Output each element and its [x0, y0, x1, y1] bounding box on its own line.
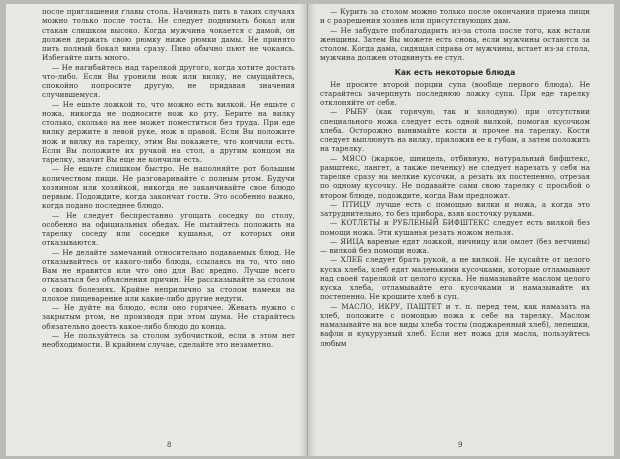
page-gutter-shadow [308, 4, 316, 456]
paragraph: — ЯИЦА вареные едят ложкой, яичницу или омлет (без ветчины) — вилкой без помощи ножа. [320, 236, 590, 255]
paragraph: — Не забудьте поблагодарить из-за стола после того, как встали женщины. Затем Вы можете есть снова, если мужчины остаются за столом. Когда дама, сидящая справа от мужчины, встает из-за стола, мужчина должен отодвинуть ее стул. [320, 25, 590, 63]
page-number: 8 [167, 441, 172, 449]
paragraph: — Не пользуйтесь за столом зубочисткой, если в этом нет необходимости. В крайнем случае, сделайте это незаметно. [42, 330, 295, 349]
paragraph: после приглашения главы стола. Начинать пить в таких случаях можно только после тоста. Не следует поднимать бокал или стакан слишком высоко. Когда мужчина чокается с дамой, он должен держать свою рюмку ниже рюмки дамы. Не принято пить полный бокал вина сразу. Пиво обычно пьют не чокаясь. Избегайте пить много. [42, 7, 295, 63]
paragraph: — Не нагибайтесь над тарелкой другого, когда хотите достать что-либо. Если Вы уронили нож или вилку, не смущайтесь, спокойно попросите другую, не придавая значения случившемуся. [42, 62, 295, 100]
paragraph: — Не следует беспрестанно угощать соседку по столу, особенно на официальных обедах. Не пытайтесь положить на тарелку соседу или соседке кушанья, от которых они отказываются. [42, 210, 295, 248]
right-page-text [320, 7, 590, 348]
section-heading: Как есть некоторые блюда [394, 67, 516, 77]
paragraph: — МАСЛО, ИКРУ, ПАШТЕТ и т. п. перед тем, как намазать на хлеб, положите с помощью ножа к себе на тарелку. Маслом намазывайте на все виды хлеба тосты (поджаренный хлеб), лепешки, вафли и кукурузный хлеб. Если нет ножа для масла, пользуйтесь любым [320, 301, 590, 348]
page-gutter-shadow [299, 4, 307, 456]
left-page [6, 4, 308, 456]
paragraph: Не просите второй порции супа (вообще первого блюда). Не старайтесь зачерпнуть последнюю ложку супа. При еде тарелку отклоняйте от себя. [320, 79, 590, 107]
page-number: 9 [458, 441, 463, 449]
paragraph: — Не ешьте ложкой то, что можно есть вилкой. Не ешьте с ножа, никогда не подносите нож ко рту. Берите на вилку столько, сколько на нее может поместиться без труда. При еде вилку держите в левой руке, нож в правой. Если Вы положите нож и вилку на тарелку, этим Вы покажете, что кончили есть. Если Вы положите их ручкой на стол, а другим концом на тарелку, значит Вы еще не кончили есть. [42, 99, 295, 164]
paragraph: — ХЛЕБ следует брать рукой, а не вилкой. Не кусайте от целого куска хлеба, хлеб едят маленькими кусочками, которые отламывают над своей тарелкой от целого куска. Не намазывайте маслом целого куска хлеба, отламывайте его кусочками и намазывайте их постепенно. Не крошите хлеб в суп. [320, 255, 590, 302]
left-page-text [42, 7, 295, 349]
paragraph: — РЫБУ (как горячую, так и холодную) при отсутствии специального ножа следует есть одной вилкой, помогая кусочком хлеба. Осторожно вынимайте кости и прочее на тарелку. Кости следует выплюнуть на вилку, приложив ее к губам, а затем положить на тарелку. [320, 107, 590, 154]
paragraph: — Не делайте замечаний относительно подаваемых блюд. Не отказывайтесь от какого-либо блюда, ссылаясь на то, что оно Вам не нравится или что оно для Вас вредно. Лучше всего отказаться без объяснения причин. Не рассказывайте за столом о своих болезнях. Крайне неприлично за столом намеки на плохое пищеварение или какие-либо другие недуги. [42, 247, 295, 303]
paragraph: — Не дуйте на блюдо, если оно горячее. Жевать нужно с закрытым ртом, не производя при этом шума. Не старайтесь обязательно доесть какое-либо блюдо до конца. [42, 303, 295, 331]
book-spread [6, 4, 614, 456]
paragraph: — Курить за столом можно только после окончания приема пищи и с разрешения хозяев или присутствующих дам. [320, 7, 590, 26]
paragraph: — Не ешьте слишком быстро. Не наполняйте рот большим количеством пищи. Не разговаривайте с полным ртом. Будучи хозяином или хозяйкой, никогда не заканчивайте свое блюдо первым. Подождите, когда закончат гости. Это особенно важно, когда подано последнее блюдо. [42, 164, 295, 211]
paragraph: — ПТИЦУ лучше есть с помощью вилки и ножа, а когда это затруднительно, то без прибора, взяв косточку руками. [320, 199, 590, 218]
paragraph: — КОТЛЕТЫ и РУБЛЕНЫЙ БИФШТЕКС следует есть вилкой без помощи ножа. Эти кушанья резать ножом нельзя. [320, 218, 590, 237]
paragraph: — МЯСО (жаркое, шницель, отбивную, натуральный бифштекс, рамштекс, лангет, а также печенку) не следует нарезать у себя на тарелке сразу на мелкие кусочки, а резать их постепенно, отрезая по одному кусочку. Не подавайте сами свою тарелку с просьбой о втором блюде, подождите, когда Вам предложат. [320, 153, 590, 200]
right-page [308, 4, 614, 456]
